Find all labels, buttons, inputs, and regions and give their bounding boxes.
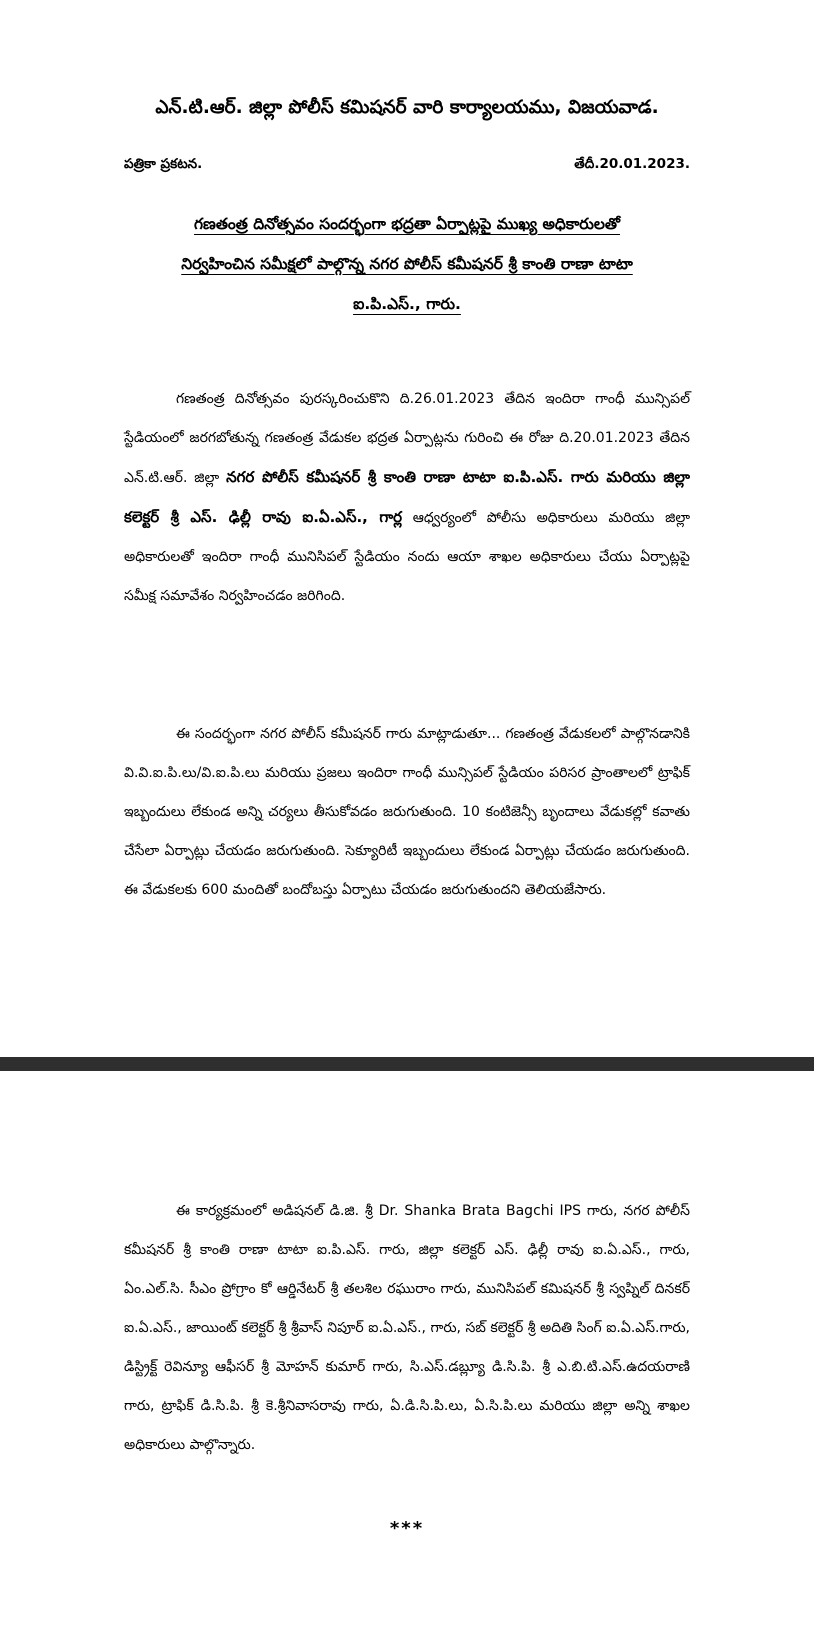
subject-line-1: గణతంత్ర దినోత్సవం సందర్భంగా భద్రతా ఏర్పాట్లపై ముఖ్య అధికారులతో: [194, 215, 620, 233]
paragraph-commissioner-remarks: ఈ సందర్భంగా నగర పోలీస్ కమీషనర్ గారు మాట్లాడుతూ... గణతంత్ర వేడుకలలో పాల్గొనడానికి వి.వి.ఐ.పి.లు/వి.ఐ.పి.లు మరియు ప్రజలు ఇందిరా గాంధీ మున్సిపల్ స్టేడియం పరిసర ప్రాంతాలలో ట్రాఫిక్ ఇబ్బందులు లేకుండ అన్ని చర్యలు తీసుకోవడం జరుగుతుంది. 10 కంటిజెన్సీ బృందాలు వేడుకల్లో కవాతు చేసేలా ఏర్పాట్లు చేయడం జరుగుతుంది. సెక్యూరిటీ ఇబ్బందులు లేకుండ ఏర్పాట్లు చేయడం జరుగుతుంది. ఈ వేడుకలకు 600 మందితో బందోబస్తు ఏర్పాటు చేయడం జరుగుతుందని తెలియజేసారు.: [124, 726, 690, 898]
release-date: తేదీ.20.01.2023.: [574, 156, 690, 172]
press-release-label: పత్రికా ప్రకటన.: [124, 156, 203, 172]
paragraph-1-text-b: ఆధ్వర్యంలో పోలీసు అధికారులు మరియు జిల్లా అధికారులతో ఇందిరా గాంధీ మునిసిపల్ స్టేడియం నందు ఆయా శాఖల అధికారులు చేయు ఏర్పాట్లపై సమీక్ష సమావేశం నిర్వహించడం జరిగింది.: [124, 510, 690, 604]
meta-row: [124, 153, 690, 175]
page-separator: [0, 1057, 814, 1071]
paragraph-attendees: ఈ కార్యక్రమంలో అడిషనల్ డి.జి. శ్రీ Dr. Shanka Brata Bagchi IPS గారు, నగర పోలీస్ కమీషనర్ శ్రీ కాంతి రాణా టాటా ఐ.పి.ఎస్. గారు, జిల్లా కలెక్టర్ ఎస్. ఢిల్లీ రావు ఐ.ఏ.ఎస్., గారు, ఏం.ఎల్.సి. సీఎం ప్రోగ్రాం కో ఆర్డినేటర్ శ్రీ తలశిల రఘురాం గారు, మునిసిపల్ కమిషనర్ శ్రీ స్వప్నిల్ దినకర్ ఐ.ఏ.ఎస్., జాయింట్ కలెక్టర్ శ్రీ శ్రీవాస్ నిపూర్ ఐ.ఏ.ఎస్., గారు, సబ్ కలెక్టర్ శ్రీ అదితి సింగ్ ఐ.ఏ.ఎస్.గారు, డిస్ట్రిక్ట్ రెవిన్యూ ఆఫీసర్ శ్రీ మోహన్ కుమార్ గారు, సి.ఎస్.డబ్ల్యూ డి.సి.పి. శ్రీ ఎ.బి.టి.ఎస్.ఉదయరాణి గారు, ట్రాఫిక్ డి.సి.పి. శ్రీ కె.శ్రీనివాసరావు గారు, ఏ.డి.సి.పి.లు, ఏ.సి.పి.లు మరియు జిల్లా అన్ని శాఖల అధికారులు పాల్గొన్నారు.: [124, 1203, 690, 1453]
subject-heading: [124, 204, 690, 324]
subject-line-3: ఐ.పి.ఎస్., గారు.: [353, 295, 461, 313]
paragraph-review-meeting: [124, 380, 690, 616]
office-title: ఎన్.టి.ఆర్. జిల్లా పోలీస్ కమిషనర్ వారి కార్యాలయము, విజయవాడ.: [155, 97, 659, 118]
paragraph-1-officials-bold: నగర పోలీస్ కమీషనర్ శ్రీ కాంతి రాణా టాటా ఐ.పి.ఎస్. గారు మరియు జిల్లా కలెక్టర్ శ్రీ ఎస్. ఢిల్లీ రావు ఐ.ఏ.ఎస్., గార్ల: [124, 468, 690, 526]
paragraph-1-text-a: గణతంత్ర దినోత్సవం పురస్కరించుకొని ది.26.01.2023 తేదిన ఇందిరా గాంధీ మున్సిపల్ స్టేడియంలో జరగబోతున్న గణతంత్ర వేడుకల భద్రత ఏర్పాట్లను గురించి ఈ రోజు ది.20.01.2023 తేదిన ఎన్.టి.ఆర్. జిల్లా: [124, 391, 690, 486]
end-mark: ***: [389, 1518, 425, 1539]
subject-line-2: నిర్వహించిన సమీక్షలో పాల్గొన్న నగర పోలీస్ కమీషనర్ శ్రీ కాంతి రాణా టాటా: [181, 255, 633, 273]
